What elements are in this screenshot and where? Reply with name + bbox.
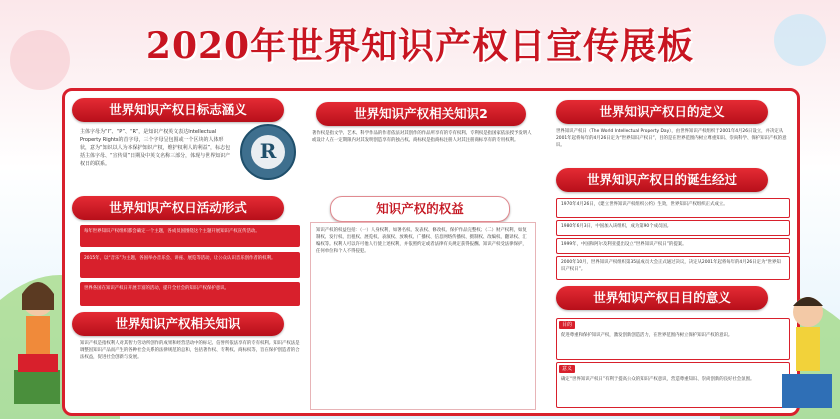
logo-meaning-text: 主体字母为“I”、“P”、“R”，是知识产权英文表达Intellectual Property Rights的首字母，三个字母呈包围或一个区块的人体形状，意为“知识以人为本保护知识产权，维护权利人的利益”，标志包括主体字母、“宣传周”日期及中英文名称三部分，体现与世界知识产权日的联系。 xyxy=(80,129,231,167)
purpose-text-1: 促进尊重和保护知识产权，激发创新创造活力，在世界范围内树立保护知识产权的意识。 xyxy=(561,333,733,338)
activities-box-1 xyxy=(80,252,300,278)
definition-text: 世界知识产权日（The World Intellectual Property Day），由世界知识产权组织于2001年4月26日设立，并决定从2001年起将每年的4月26日定为“世界知识产权日”，目的是在世界范围内树立尊重知识、崇尚科学、保护知识产权的意识。 xyxy=(556,129,787,148)
related2-heading: 世界知识产权相关知识2 xyxy=(316,102,526,126)
rights-panel xyxy=(310,222,536,410)
purpose-box-1 xyxy=(556,318,790,360)
related-text: 知识产权是指权利人对其智力劳动所创作的成果和经营活动中的标记、信誉所依法享有的专有权利。知识产权法是调整因知识产品而产生的各种社会关系的法律规范的总和，包括著作权、专利权、商标权等，旨在保护创造者的合法权益，促进社会创新与发展。 xyxy=(80,341,300,360)
activities-p1: 2015年，以“音乐”为主题，各国举办音乐会、讲座、展览等活动，让公众认识音乐创作者的权利。 xyxy=(84,256,276,261)
origin-item xyxy=(556,220,790,236)
origin-item-text: 1970年4月26日，《建立世界知识产权组织公约》生效，世界知识产权组织正式成立。 xyxy=(561,202,728,207)
origin-item-text: 1980年6月3日，中国加入该组织，成为第90个成员国。 xyxy=(561,224,672,229)
rights-heading: 知识产权的权益 xyxy=(330,196,510,222)
rights-text: 知识产权的权益包括：（一）人身权利，如署名权、发表权、修改权、保护作品完整权；（二）财产权利，如复制权、发行权、出租权、展览权、表演权、放映权、广播权、信息网络传播权、摄制权、改编权、翻译权、汇编权等。权利人可以许可他人行使上述权利，并依照约定或者法律有关规定获得报酬。知识产权受法律保护，任何单位和个人不得侵犯。 xyxy=(316,228,527,254)
wipo-logo-icon: R xyxy=(240,124,296,180)
origin-item-text: 1999年，中国和阿尔及利亚提出设立“世界知识产权日”的提案。 xyxy=(561,242,687,247)
origin-item xyxy=(556,256,790,280)
purpose-heading: 世界知识产权日目的意义 xyxy=(556,286,768,310)
origin-heading: 世界知识产权日的诞生经过 xyxy=(556,168,768,192)
related-heading: 世界知识产权相关知识 xyxy=(72,312,284,336)
purpose-badge-2: 意义 xyxy=(559,365,575,373)
activities-box-2 xyxy=(80,282,300,306)
activities-p2: 世界各国在知识产权日开展丰富的活动，提升全社会的知识产权保护意识。 xyxy=(84,286,229,291)
purpose-text-2: 确定“世界知识产权日”有利于提高公众的知识产权意识，营造尊重知识、崇尚创新的良好社会氛围。 xyxy=(561,377,755,382)
cartoon-girl-icon xyxy=(8,250,68,410)
purpose-box-2 xyxy=(556,362,790,408)
cartoon-boy-icon xyxy=(778,262,838,412)
origin-item-text: 2000年10月，世界知识产权组织第35届成员大会正式通过决议，决定从2001年起将每年的4月26日定为“世界知识产权日”。 xyxy=(561,260,781,272)
related2-text: 著作权是指文学、艺术、科学作品的作者依法对其创作的作品所享有的专有权利。专利权是指国家依法授予发明人或设计人在一定期限内对其发明创造享有的独占权。商标权是指商标注册人对其注册商标享有的专用权利。 xyxy=(312,131,532,143)
definition-heading: 世界知识产权日的定义 xyxy=(556,100,768,124)
activities-heading: 世界知识产权日活动形式 xyxy=(72,196,284,220)
activities-intro-box xyxy=(80,225,300,247)
page-title: 2020年世界知识产权日宣传展板 xyxy=(145,25,695,67)
origin-item xyxy=(556,198,790,218)
purpose-badge-1: 目的 xyxy=(559,321,575,329)
origin-item xyxy=(556,238,790,254)
logo-meaning-heading: 世界知识产权日标志涵义 xyxy=(72,98,284,122)
activities-intro: 每年世界知识产权组织都会确定一个主题，各成员国围绕这个主题开展知识产权宣传活动。 xyxy=(84,229,260,234)
